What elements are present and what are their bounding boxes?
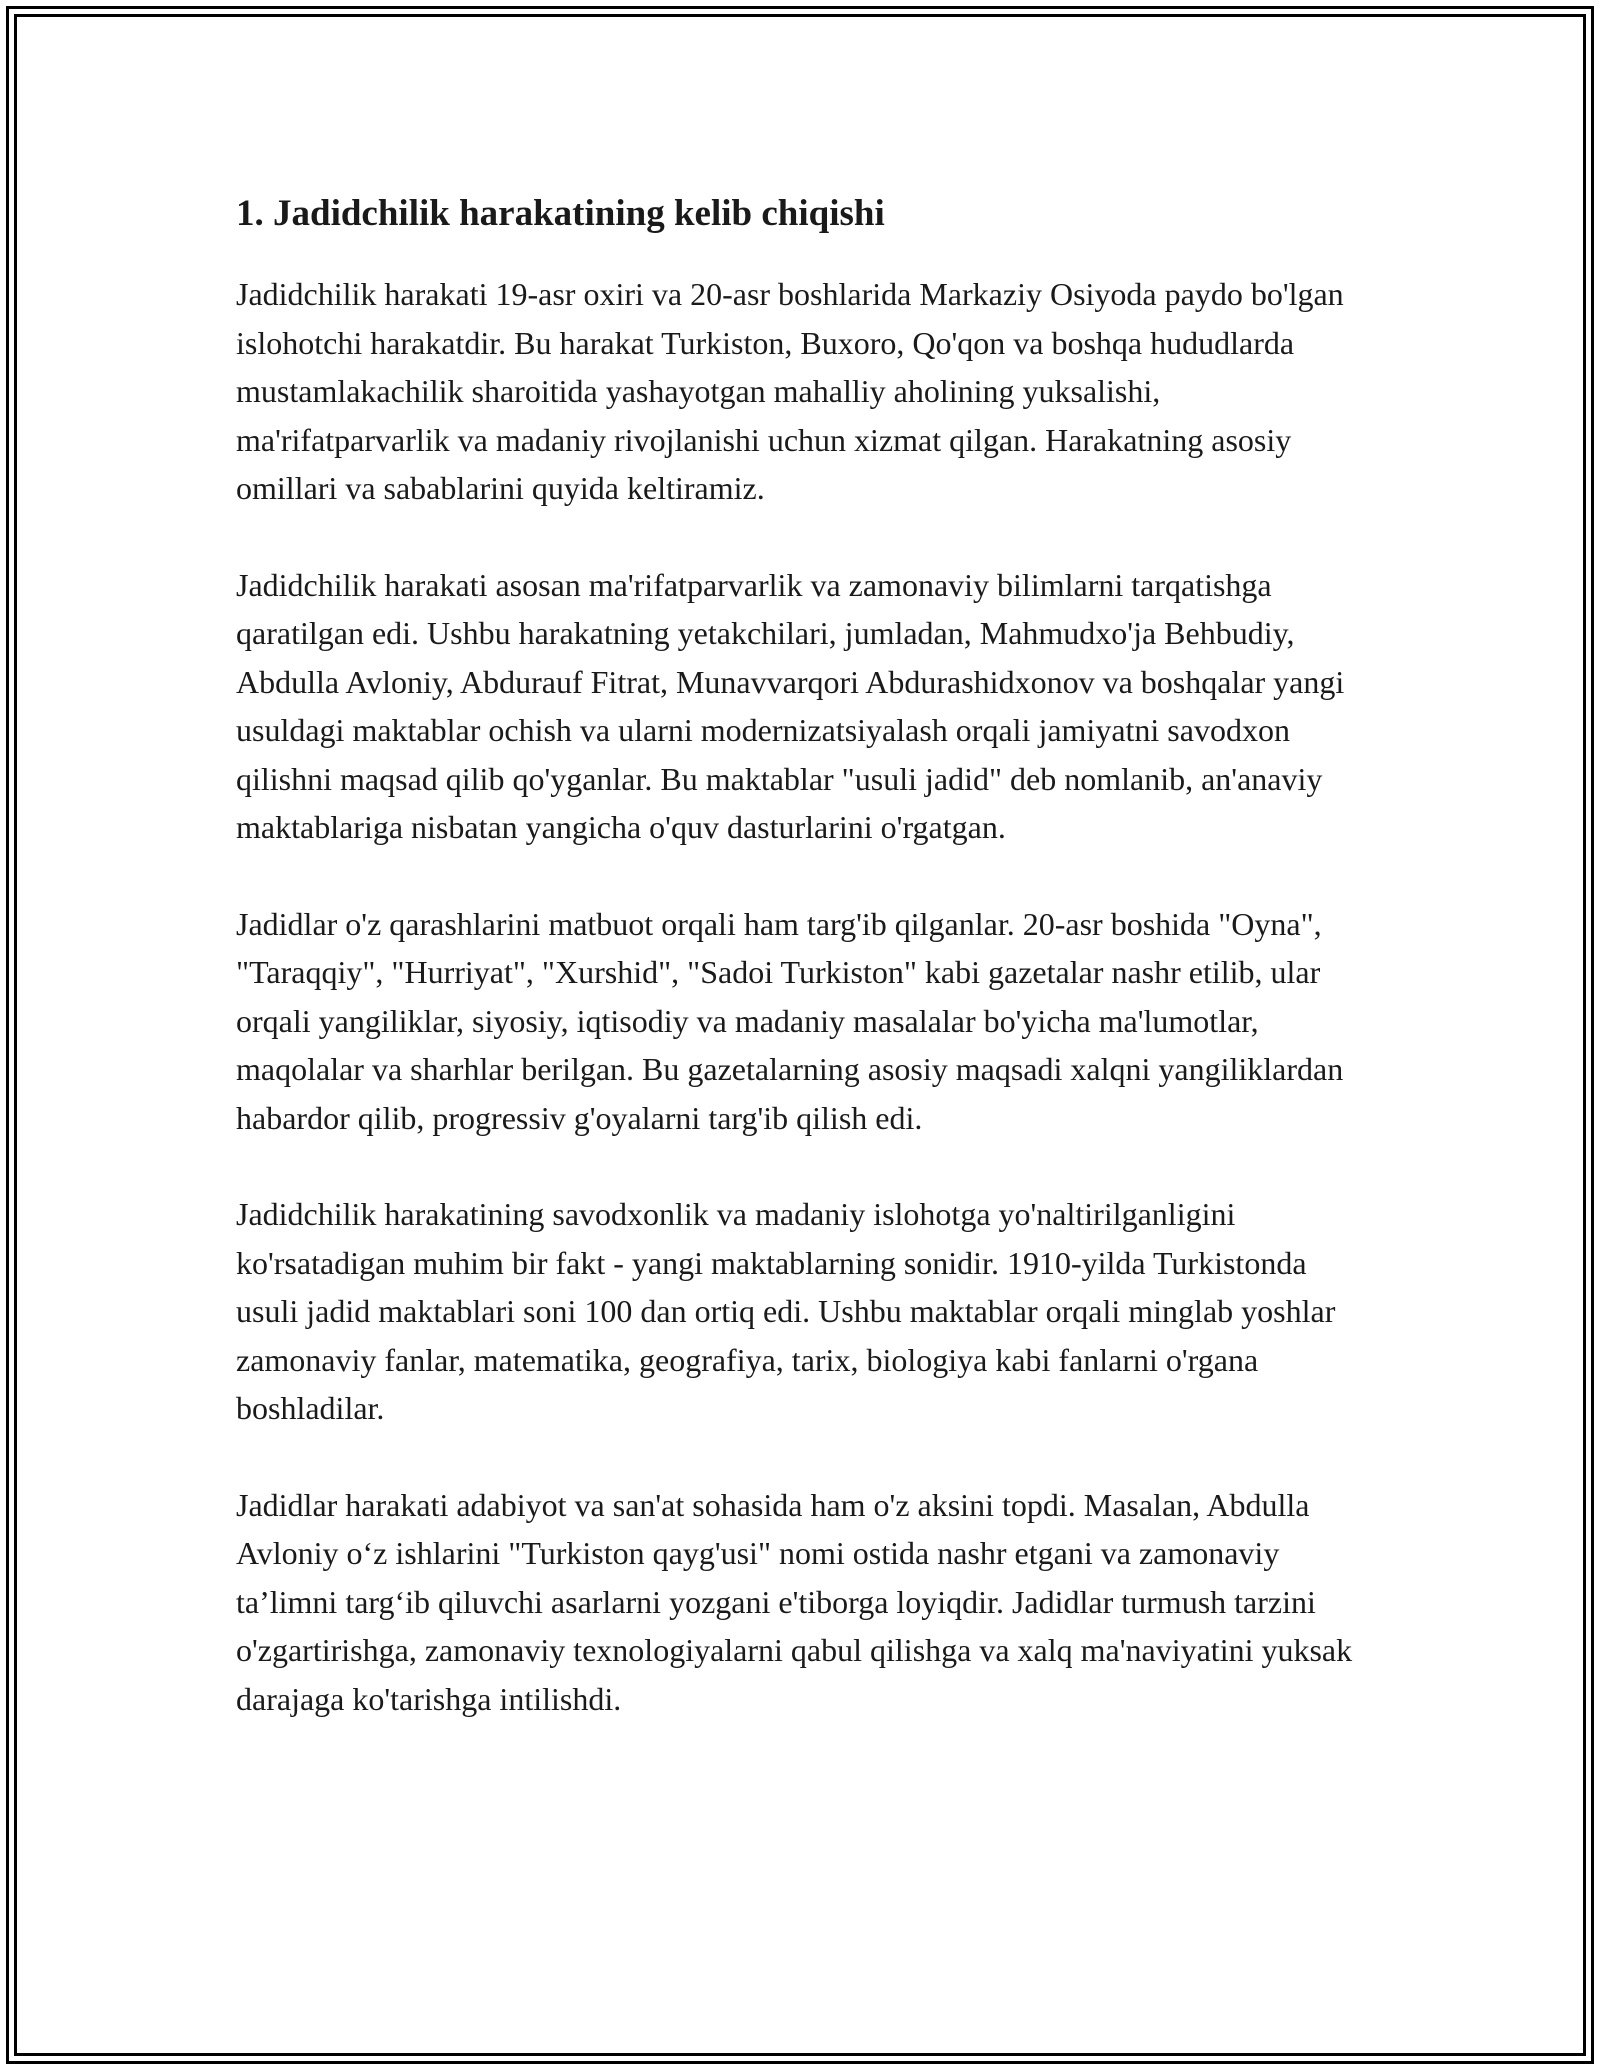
paragraph-2: Jadidchilik harakati asosan ma'rifatparvarlik va zamonaviy bilimlarni tarqatishga qaratilgan edi. Ushbu harakatning yetakchilari, jumladan, Mahmudxo'ja Behbudiy, Abdulla Avloniy, Abdurauf Fitrat, Munavvarqori Abdurashidxonov va boshqalar yangi usuldagi maktablar ochish va ularni modernizatsiyalash orqali jamiyatni savodxon qilishni maqsad qilib qo'yganlar. Bu maktablar "usuli jadid" deb nomlanib, an'anaviy maktablariga nisbatan yangicha o'quv dasturlarini o'rgatgan. — [236, 566, 1345, 845]
paragraph-3: Jadidlar o'z qarashlarini matbuot orqali ham targ'ib qilganlar. 20-asr boshida "Oyna", "Taraqqiy", "Hurriyat", "Xurshid", "Sadoi Turkiston" kabi gazetalar nashr etilib, ular orqali yangiliklar, siyosiy, iqtisodiy va madaniy masalalar bo'yicha ma'lumotlar, maqolalar va sharhlar berilgan. Bu gazetalarning asosiy maqsadi xalqni yangiliklardan habardor qilib, progressiv g'oyalarni targ'ib qilish edi. — [236, 905, 1344, 1136]
paragraph-4: Jadidchilik harakatining savodxonlik va madaniy islohotga yo'naltirilganligini ko'rsatadigan muhim bir fakt - yangi maktablarning sonidir. 1910-yilda Turkistonda usuli jadid maktablari soni 100 dan ortiq edi. Ushbu maktablar orqali minglab yoshlar zamonaviy fanlar, matematika, geografiya, tarix, biologiya kabi fanlarni o'rgana boshladilar. — [236, 1196, 1336, 1426]
paragraph-5: Jadidlar harakati adabiyot va san'at sohasida ham o'z aksini topdi. Masalan, Abdulla Avloniy o‘z ishlarini "Turkiston qayg'usi" nomi ostida nashr etgani va zamonaviy ta’limni targ‘ib qiluvchi asarlarni yozgani e'tiborga loyiqdir. Jadidlar turmush tarzini o'zgartirishga, zamonaviy texnologiyalarni qabul qilishga va xalq ma'naviyatini yuksak darajaga ko'tarishga intilishdi. — [236, 1486, 1353, 1717]
paragraph-1: Jadidchilik harakati 19-asr oxiri va 20-asr boshlarida Markaziy Osiyoda paydo bo'lgan islohotchi harakatdir. Bu harakat Turkiston, Buxoro, Qo'qon va boshqa hududlarda mustamlakachilik sharoitida yashayotgan mahalliy aholining yuksalishi, ma'rifatparvarlik va madaniy rivojlanishi uchun xizmat qilgan. Harakatning asosiy omillari va sabablarini quyida keltiramiz. — [236, 276, 1344, 506]
section-heading: 1. Jadidchilik harakatining kelib chiqishi — [236, 193, 885, 234]
document-body — [236, 186, 1376, 1771]
